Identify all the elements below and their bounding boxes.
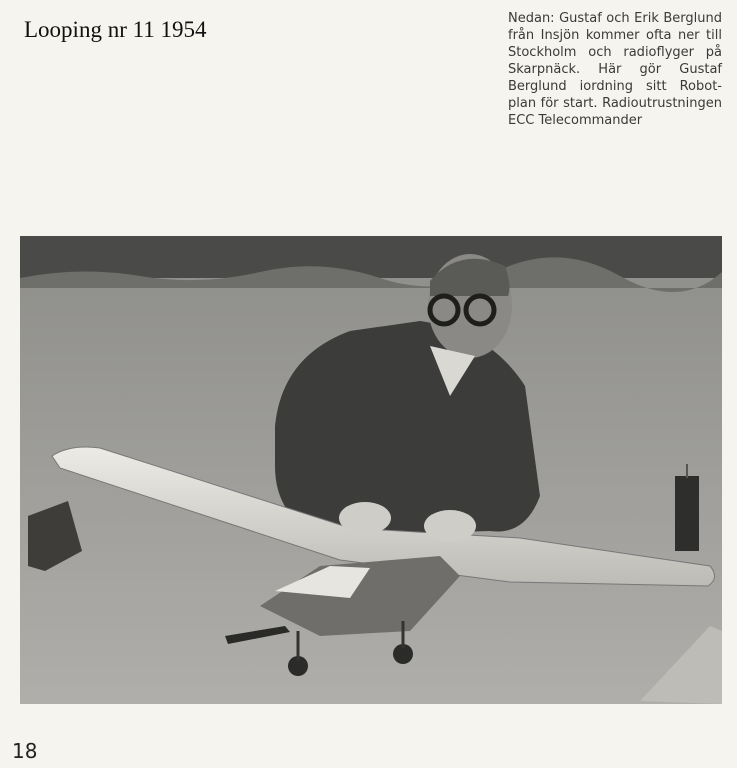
photograph-man-with-model-airplane-icon xyxy=(20,236,722,704)
photo-caption: Nedan: Gustaf och Erik Berglund från Insjön kommer ofta ner till Stockholm och radioflyger på Skarpnäck. Här gör Gustaf Berglund iordning sitt Robot-plan för start. Radioutrustningen ECC Telecommander xyxy=(508,11,722,128)
page-number: 18 xyxy=(12,739,38,763)
photograph xyxy=(20,236,722,704)
page-title: Looping nr 11 1954 xyxy=(24,17,207,42)
